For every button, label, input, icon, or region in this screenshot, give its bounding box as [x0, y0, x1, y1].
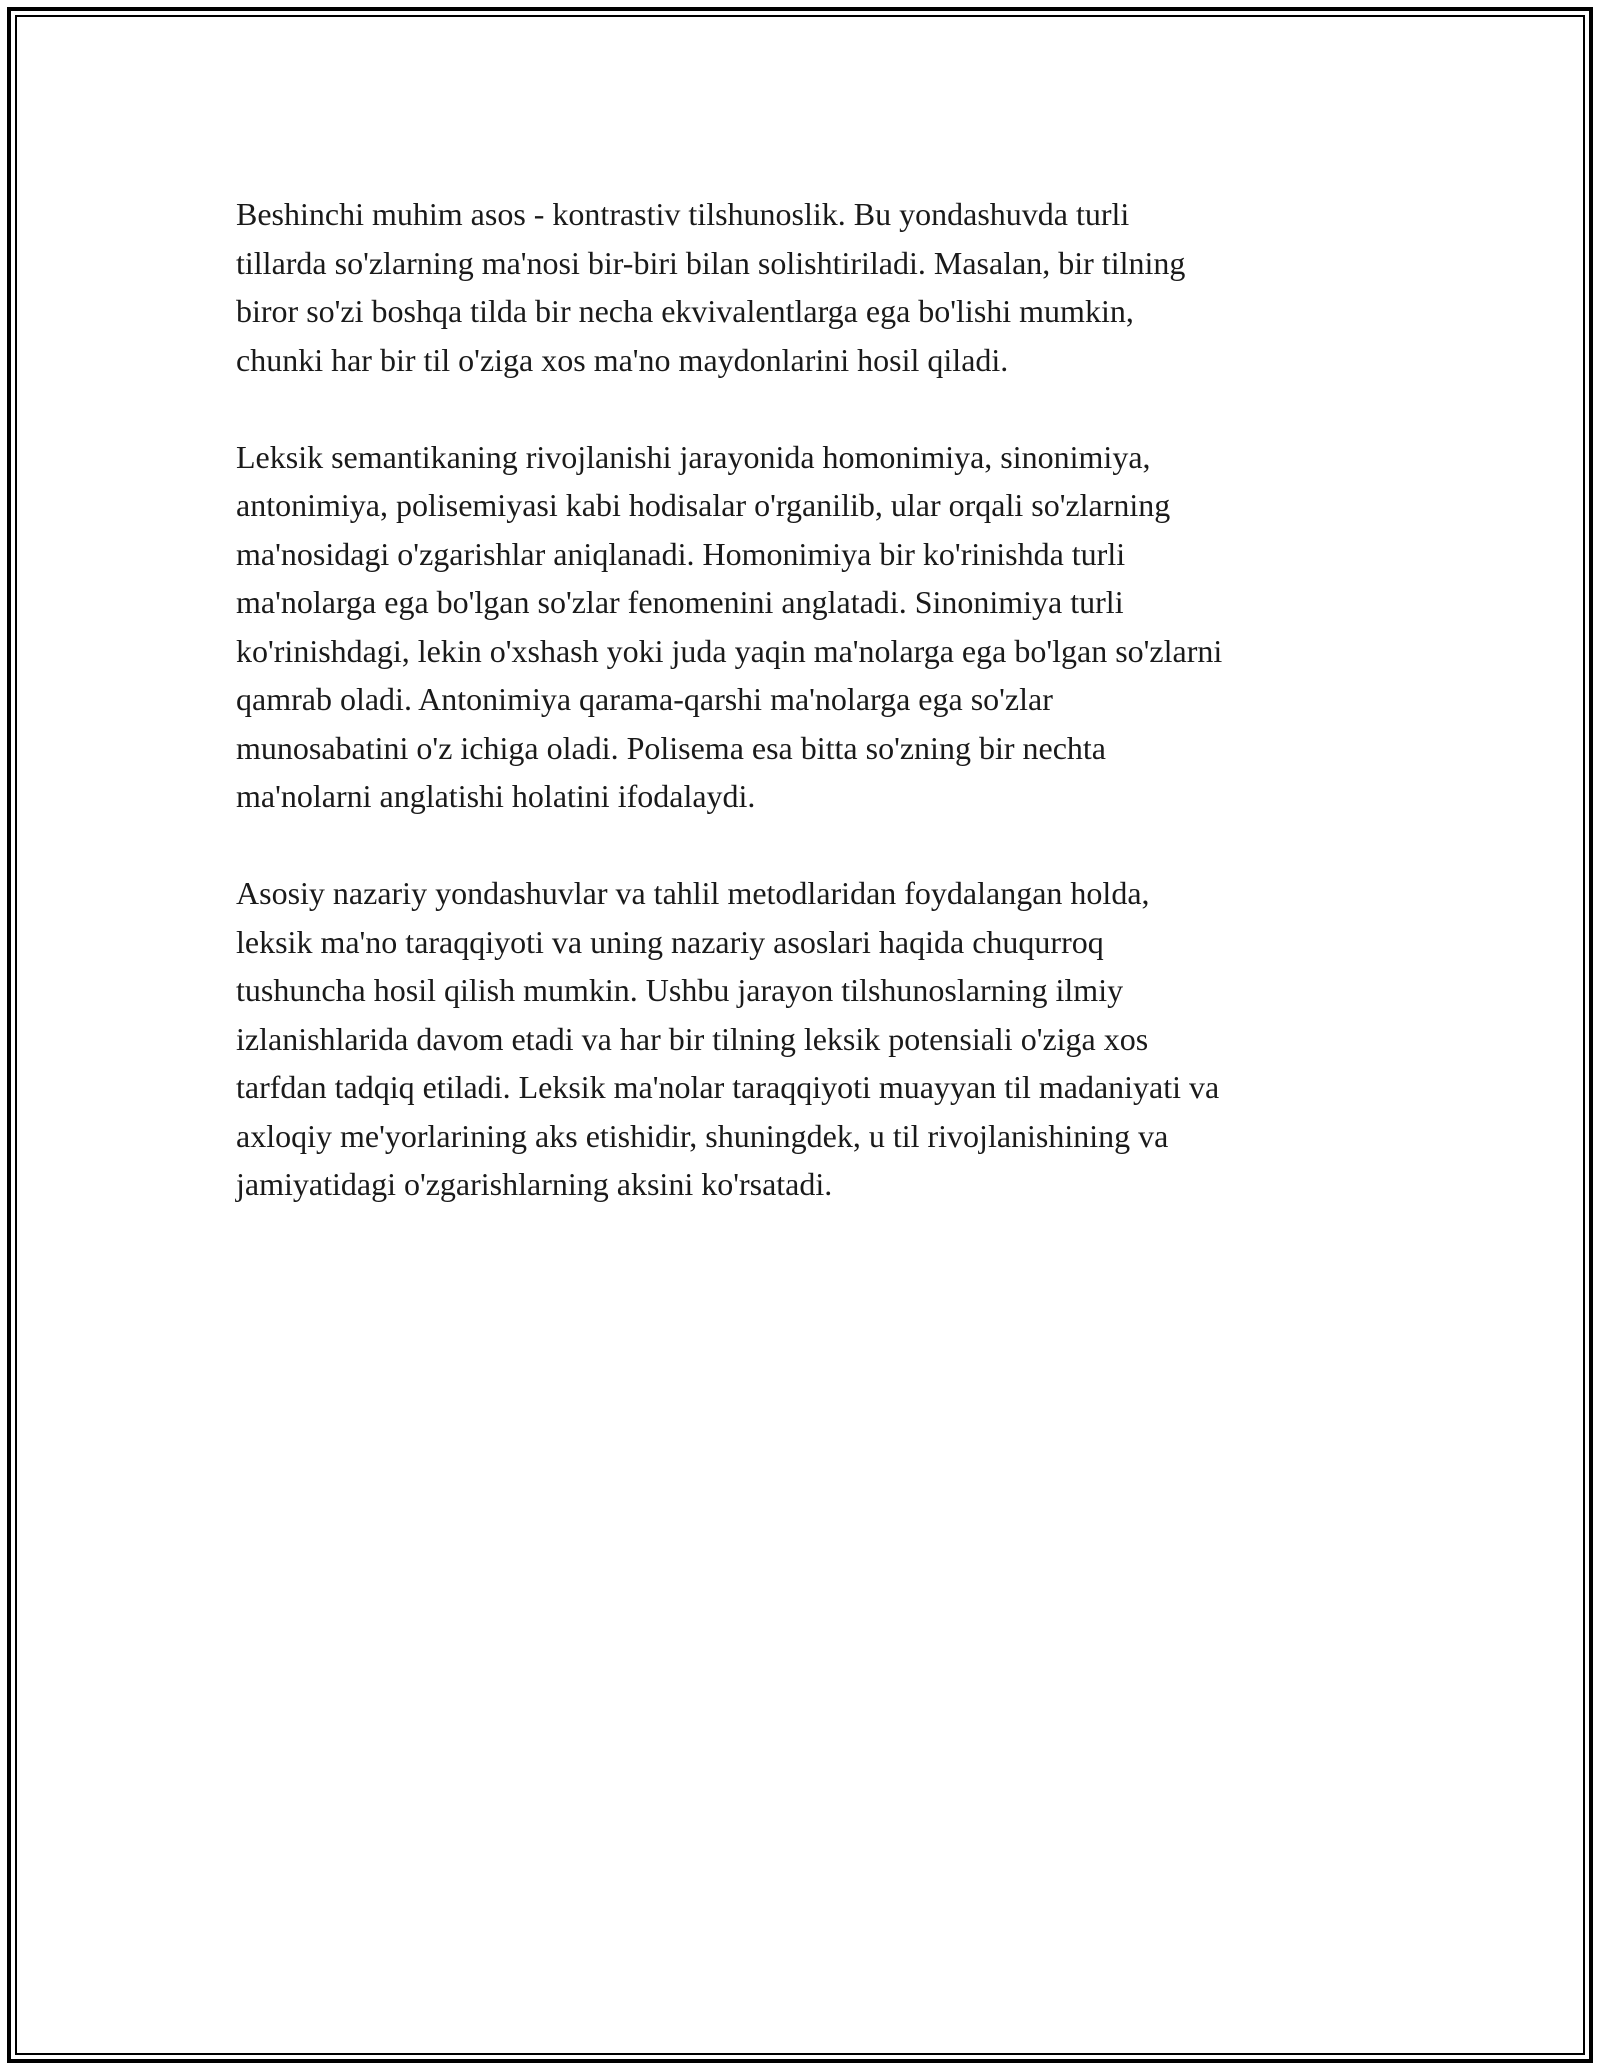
- paragraph-1: [236, 190, 1386, 384]
- text-line: ko'rinishdagi, lekin o'xshash yoki juda yaqin ma'nolarga ega bo'lgan so'zlarni: [236, 632, 1223, 669]
- text-line: chunki har bir til o'ziga xos ma'no maydonlarini hosil qiladi.: [236, 341, 1009, 378]
- paragraph-3: [236, 869, 1386, 1209]
- text-line: jamiyatidagi o'zgarishlarning aksini ko'rsatadi.: [236, 1166, 833, 1202]
- text-line: tushuncha hosil qilish mumkin. Ushbu jarayon tilshunoslarning ilmiy: [236, 972, 1124, 1008]
- text-line: ma'nosidagi o'zgarishlar aniqlanadi. Homonimiya bir ko'rinishda turli: [236, 535, 1126, 572]
- text-line: munosabatini o'z ichiga oladi. Polisema esa bitta so'zning bir nechta: [236, 729, 1106, 766]
- text-line: tarfdan tadqiq etiladi. Leksik ma'nolar taraqqiyoti muayyan til madaniyati va: [236, 1069, 1220, 1105]
- text-line: antonimiya, polisemiyasi kabi hodisalar o'rganilib, ular orqali so'zlarning: [236, 487, 1171, 523]
- text-line: Asosiy nazariy yondashuvlar va tahlil metodlaridan foydalangan holda,: [236, 875, 1150, 911]
- text-line: tillarda so'zlarning ma'nosi bir-biri bilan solishtiriladi. Masalan, bir tilning: [236, 244, 1186, 281]
- text-line: biror so'zi boshqa tilda bir necha ekvivalentlarga ega bo'lishi mumkin,: [236, 293, 1134, 329]
- text-line: axloqiy me'yorlarining aks etishidir, shuningdek, u til rivojlanishining va: [236, 1117, 1169, 1154]
- text-line: Beshinchi muhim asos - kontrastiv tilshunoslik. Bu yondashuvda turli: [236, 196, 1130, 232]
- text-line: ma'nolarga ega bo'lgan so'zlar fenomenini anglatadi. Sinonimiya turli: [236, 584, 1124, 620]
- document-body: [236, 190, 1386, 1257]
- text-line: qamrab oladi. Antonimiya qarama-qarshi ma'nolarga ega so'zlar: [236, 681, 1053, 717]
- paragraph-2: [236, 433, 1386, 821]
- text-line: izlanishlarida davom etadi va har bir tilning leksik potensiali o'ziga xos: [236, 1020, 1149, 1057]
- text-line: leksik ma'no taraqqiyoti va uning nazariy asoslari haqida chuqurroq: [236, 923, 1104, 960]
- text-line: ma'nolarni anglatishi holatini ifodalaydi.: [236, 778, 756, 814]
- text-line: Leksik semantikaning rivojlanishi jarayonida homonimiya, sinonimiya,: [236, 438, 1151, 475]
